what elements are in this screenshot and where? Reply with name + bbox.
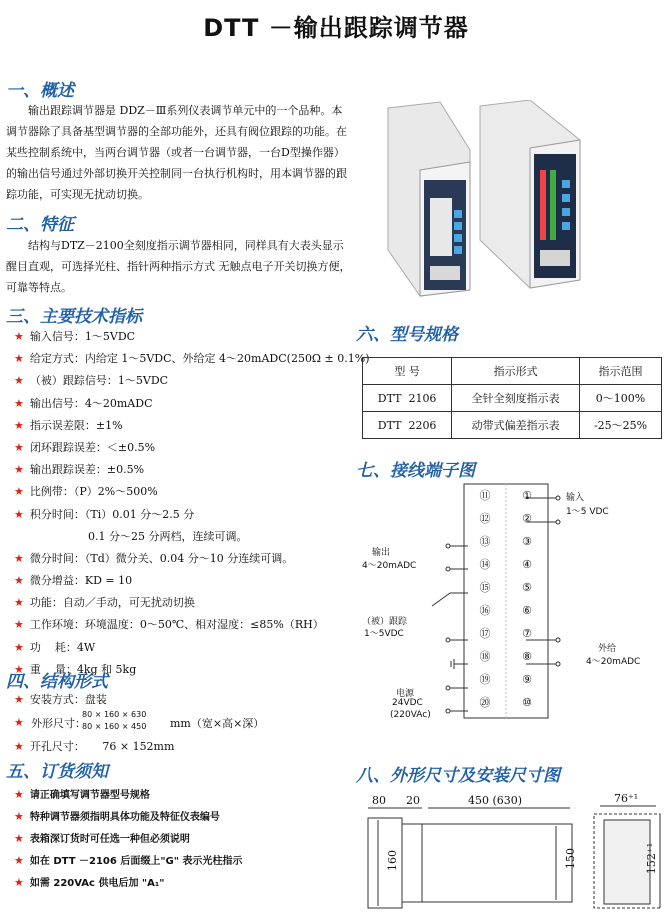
section-heading-dimensions: 八、外形尺寸及安装尺寸图	[356, 766, 560, 786]
star-icon: ★	[14, 551, 24, 565]
star-icon: ★	[14, 788, 24, 801]
terminal-label: ⑬	[479, 535, 491, 548]
table-header-cell: 型 号	[363, 358, 452, 385]
features-text	[6, 235, 351, 298]
overview-line: 输出跟踪调节器是 DDZ－Ⅲ系列仪表调节单元中的一个品种。本	[28, 104, 343, 117]
spec-item: ★ 给定方式：内给定 1～5VDC、外给定 4～20mADC(250Ω ± 0.1%)	[14, 352, 370, 366]
terminal-label: ⑮	[479, 581, 491, 594]
structure-mount: ★ 安装方式：盘装	[14, 693, 107, 706]
table-row	[363, 412, 662, 439]
terminal-label: ⑤	[522, 581, 532, 594]
spec-item: ★ 输出跟踪误差：±0.5%	[14, 463, 145, 477]
overview-line: 调节器除了具备基型调节器的全部功能外，还具有阀位跟踪的功能。在	[6, 125, 347, 138]
star-icon: ★	[14, 374, 24, 388]
terminal-column-left	[468, 486, 502, 713]
dimension-drawing	[360, 790, 666, 912]
table-header-cell: 指示形式	[452, 358, 580, 385]
star-icon: ★	[14, 596, 24, 610]
star-icon: ★	[14, 740, 24, 753]
terminal-diagram	[360, 480, 666, 720]
table-cell: 0～100%	[580, 385, 662, 412]
input-range: 1～5 VDC	[566, 507, 609, 517]
ordering-item: ★ 请正确填写调节器型号规格	[14, 788, 150, 801]
overview-text	[6, 100, 351, 205]
spec-item: ★ 微分时间：（Td）微分关、0.04 分～10 分连续可调。	[14, 551, 294, 565]
star-icon: ★	[14, 832, 24, 845]
spec-item: ★ （被）跟踪信号：1～5VDC	[14, 374, 169, 388]
ordering-item: ★ 表箱深订货时可任选一种但必须说明	[14, 832, 190, 845]
terminal-label: ⑨	[522, 673, 532, 686]
table-header-row	[363, 358, 662, 385]
dim-160: 160	[386, 850, 399, 871]
ordering-list	[14, 782, 354, 892]
terminal-label: ⑭	[479, 558, 491, 571]
spec-item: ★ 微分增益：KD = 10	[14, 574, 133, 588]
star-icon: ★	[14, 352, 24, 366]
dim-80: 80	[372, 794, 386, 807]
star-icon: ★	[14, 640, 24, 654]
spec-item: ★ 功能：自动／手动，可无扰动切换	[14, 596, 195, 610]
spec-item: ★ 闭环跟踪误差：＜±0.5%	[14, 440, 156, 454]
section-heading-terminals: 七、接线端子图	[356, 461, 475, 481]
input-label: 输入	[566, 493, 585, 503]
terminal-label: ⑯	[479, 604, 491, 617]
structure-size: ★ 外形尺寸： 80 × 160 × 630 80 × 160 × 450 mm（宽×高×深）	[14, 710, 265, 731]
star-icon: ★	[14, 418, 24, 432]
table-cell: 全针全刻度指示表	[452, 385, 580, 412]
overview-line: 踪功能，可实现无扰动切换。	[6, 188, 149, 201]
output-range: 4～20mADC	[362, 561, 417, 571]
star-icon: ★	[14, 463, 24, 477]
star-icon: ★	[14, 693, 24, 706]
terminal-label: ②	[522, 512, 532, 525]
table-header-cell: 指示范围	[580, 358, 662, 385]
table-cell: -25～25%	[580, 412, 662, 439]
spec-item: ★ 工作环境：环境温度：0～50℃、相对湿度：≤85%（RH）	[14, 618, 324, 632]
ordering-item: ★ 特种调节器须指明具体功能及特征仪表编号	[14, 810, 220, 823]
star-icon: ★	[14, 574, 24, 588]
star-icon: ★	[14, 330, 24, 343]
terminal-label: ⑥	[522, 604, 532, 617]
star-icon: ★	[14, 662, 24, 676]
product-photo	[380, 100, 660, 300]
table-cell: DTT 2106	[363, 385, 452, 412]
terminal-label: ⑦	[522, 627, 532, 640]
overview-line: 某些控制系统中，当两台调节器（或者一台调节器，一台D型操作器）	[6, 146, 345, 159]
section-heading-overview: 一、概述	[6, 81, 74, 101]
dim-76: 76⁺¹	[614, 792, 639, 805]
spec-item: ★ 积分时间：（Ti）0.01 分～2.5 分	[14, 507, 195, 521]
section-heading-structure: 四、结构形式	[6, 672, 108, 692]
track-label: （被）跟踪	[362, 617, 408, 627]
section-heading-features: 二、特征	[6, 215, 74, 235]
terminal-label: ⑪	[479, 489, 491, 502]
terminal-label: ⑳	[479, 696, 491, 709]
terminal-label: ⑱	[479, 650, 491, 663]
model-table	[362, 357, 662, 439]
spec-item: ★ 比例带：（P）2%～500%	[14, 485, 158, 499]
star-icon: ★	[14, 618, 24, 632]
star-icon: ★	[14, 396, 24, 410]
terminal-label: ⑧	[522, 650, 532, 663]
spec-item: ★ 输入信号：1～5VDC	[14, 330, 136, 343]
section-heading-ordering: 五、订货须知	[6, 762, 108, 782]
track-range: 1～5VDC	[364, 629, 404, 639]
power-label: 电源	[396, 689, 415, 699]
star-icon: ★	[14, 507, 24, 521]
page-title: DTT －输出跟踪调节器	[203, 14, 469, 42]
terminal-label: ⑫	[479, 512, 491, 525]
spec-item: ★ 指示误差限：±1%	[14, 418, 123, 432]
section-heading-specs: 三、主要技术指标	[6, 307, 142, 327]
structure-cutout: ★ 开孔尺寸： 76 × 152mm	[14, 740, 175, 753]
spec-item-continued: 0.1 分～25 分两档，连续可调。	[88, 529, 248, 543]
star-icon: ★	[14, 810, 24, 823]
dim-150: 150	[564, 848, 577, 869]
features-line: 结构与DTZ－2100全刻度指示调节器相同，同样具有大表头显示	[28, 239, 344, 252]
star-icon: ★	[14, 716, 24, 729]
features-line: 可靠等特点。	[6, 281, 72, 294]
ordering-item: ★ 如需 220VAc 供电后加 "A₁"	[14, 876, 165, 889]
terminal-label: ④	[522, 558, 532, 571]
star-icon: ★	[14, 485, 24, 499]
ext-label: 外给	[598, 644, 617, 654]
ext-range: 4～20mADC	[586, 657, 641, 667]
dim-450: 450 (630)	[468, 794, 523, 807]
terminal-label: ③	[522, 535, 532, 548]
dim-152: 152⁺¹	[645, 842, 659, 875]
star-icon: ★	[14, 854, 24, 867]
terminal-label: ⑩	[522, 696, 532, 709]
dim-20: 20	[406, 794, 420, 807]
table-cell: DTT 2206	[363, 412, 452, 439]
features-line: 醒目直观，可选择光柱、指针两种指示方式 无触点电子开关切换方便，	[6, 260, 351, 273]
table-cell: 动带式偏差指示表	[452, 412, 580, 439]
structure-list	[14, 690, 354, 756]
spec-item: ★ 输出信号：4～20mADC	[14, 396, 153, 410]
terminal-label: ⑲	[479, 673, 491, 686]
output-label: 输出	[372, 548, 391, 558]
terminal-label: ⑰	[479, 627, 491, 640]
power-spec-alt: (220VAc)	[390, 710, 431, 720]
specs-list	[14, 326, 370, 681]
section-heading-models: 六、型号规格	[356, 325, 458, 345]
star-icon: ★	[14, 440, 24, 454]
terminal-column-right	[510, 486, 544, 713]
power-spec: 24VDC	[392, 698, 423, 708]
overview-line: 的输出信号通过外部切换开关控制同一台执行机构时，用本调节器的跟	[6, 167, 347, 180]
spec-item: ★ 功 耗：4W	[14, 640, 96, 654]
ordering-item: ★ 如在 DTT －2106 后面缀上"G" 表示光柱指示	[14, 854, 243, 867]
star-icon: ★	[14, 876, 24, 889]
terminal-label: ①	[522, 489, 532, 502]
spec-item: ★ 重 量：4kg 和 5kg	[14, 662, 137, 676]
table-row	[363, 385, 662, 412]
